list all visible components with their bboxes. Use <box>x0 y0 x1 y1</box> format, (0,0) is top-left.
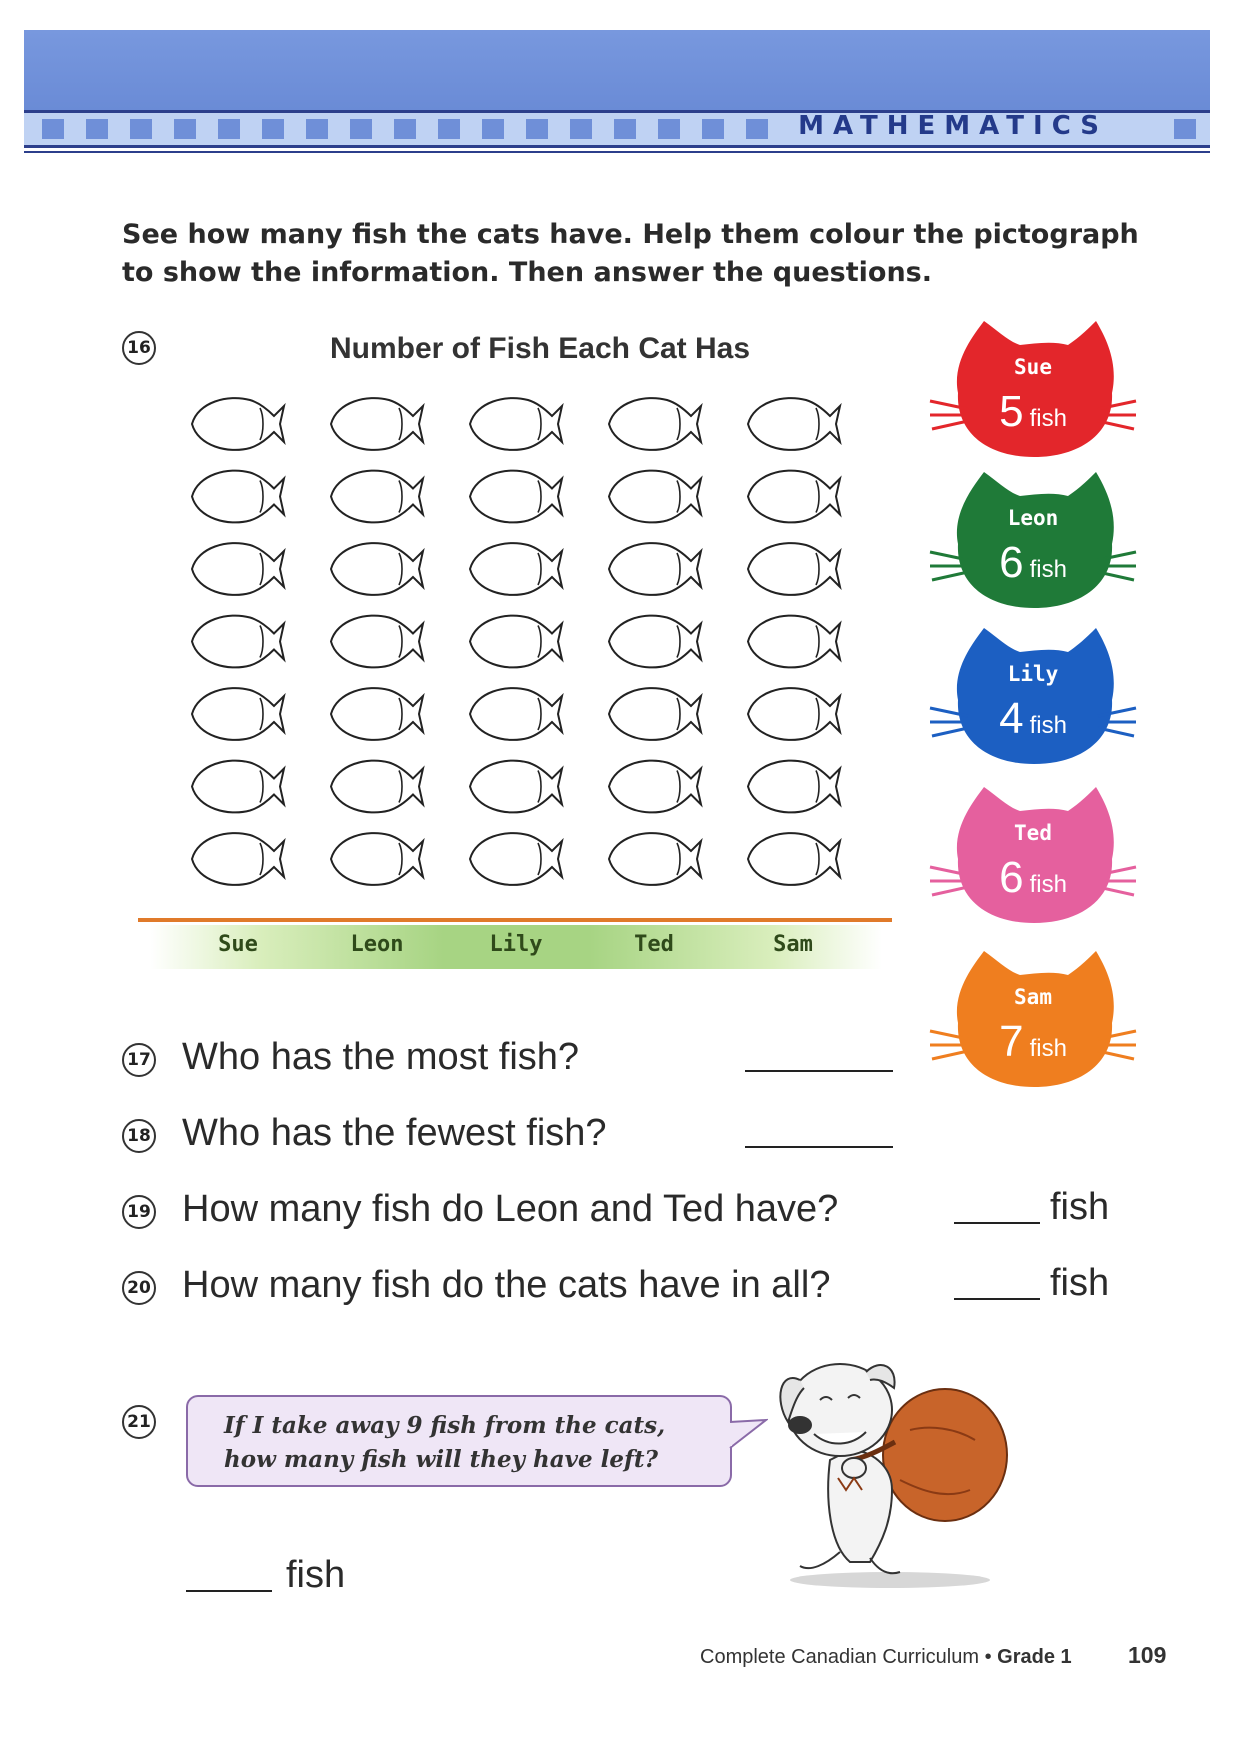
cat-count: 4 fish <box>999 694 1067 743</box>
cat-name: Leon <box>1007 506 1059 530</box>
cat-count: 7 fish <box>999 1017 1067 1066</box>
fish-cell-sue-6[interactable] <box>192 761 284 813</box>
fish-cell-sam-2[interactable] <box>748 471 840 523</box>
header-banner <box>24 30 1210 110</box>
question-20-text: How many fish do the cats have in all? <box>182 1264 831 1306</box>
question-number-21: 21 <box>122 1405 156 1439</box>
fish-cell-ted-6[interactable] <box>609 761 701 813</box>
cat-count: 6 fish <box>999 538 1067 587</box>
fish-cell-leon-7[interactable] <box>331 833 423 885</box>
fish-cell-lily-3[interactable] <box>470 543 562 595</box>
speech-bubble-text: If I take away 9 fish from the cats, how many fish will they have left? <box>224 1412 666 1473</box>
fish-cell-sam-1[interactable] <box>748 398 840 450</box>
fish-cell-sam-4[interactable] <box>748 616 840 668</box>
page-number: 109 <box>1128 1642 1167 1668</box>
fish-cell-sue-5[interactable] <box>192 688 284 740</box>
fish-cell-leon-2[interactable] <box>331 471 423 523</box>
fish-cell-ted-4[interactable] <box>609 616 701 668</box>
cat-name: Lily <box>1007 662 1059 686</box>
fish-cell-sam-7[interactable] <box>748 833 840 885</box>
fish-cell-sue-2[interactable] <box>192 471 284 523</box>
unit-19: fish <box>1050 1186 1110 1228</box>
fish-cell-lily-2[interactable] <box>470 471 562 523</box>
fish-cell-sue-7[interactable] <box>192 833 284 885</box>
question-number-16: 16 <box>122 331 156 365</box>
cat-count: 6 fish <box>999 853 1067 902</box>
fish-cell-leon-1[interactable] <box>331 398 423 450</box>
subject-title: MATHEMATICS <box>786 111 1120 141</box>
speech-bubble <box>186 1395 732 1487</box>
column-label-sue: Sue <box>218 932 258 957</box>
cat-name: Ted <box>1014 821 1052 845</box>
fish-cell-lily-4[interactable] <box>470 616 562 668</box>
fish-cell-sue-1[interactable] <box>192 398 284 450</box>
cat-name: Sue <box>1014 355 1052 379</box>
column-label-lily: Lily <box>489 932 543 957</box>
cat-card-sam <box>928 945 1138 1095</box>
fish-cell-leon-5[interactable] <box>331 688 423 740</box>
instructions: See how many fish the cats have. Help them colour the pictograph to show the information. Then answer the questions. <box>122 219 1139 288</box>
pictograph-title: Number of Fish Each Cat Has <box>329 332 751 365</box>
question-number-19: 19 <box>122 1195 156 1229</box>
fish-cell-sam-5[interactable] <box>748 688 840 740</box>
unit-20: fish <box>1050 1262 1110 1304</box>
cat-card-ted <box>928 781 1138 931</box>
fish-cell-ted-7[interactable] <box>609 833 701 885</box>
fish-cell-ted-2[interactable] <box>609 471 701 523</box>
answer-blank-17[interactable] <box>745 1070 893 1072</box>
header-rule <box>24 151 1210 153</box>
fish-cell-leon-6[interactable] <box>331 761 423 813</box>
fish-cell-sam-3[interactable] <box>748 543 840 595</box>
cat-card-leon <box>928 466 1138 616</box>
answer-blank-19[interactable] <box>954 1222 1040 1224</box>
cat-card-lily <box>928 622 1138 772</box>
fish-cell-lily-1[interactable] <box>470 398 562 450</box>
fish-cell-leon-4[interactable] <box>331 616 423 668</box>
cat-card-sue <box>928 315 1138 465</box>
fish-cell-ted-1[interactable] <box>609 398 701 450</box>
fish-cell-ted-3[interactable] <box>609 543 701 595</box>
question-number-17: 17 <box>122 1043 156 1077</box>
answer-blank-20[interactable] <box>954 1298 1040 1300</box>
speech-bubble-tail <box>728 1418 768 1452</box>
unit-21: fish <box>286 1554 346 1596</box>
fish-cell-leon-3[interactable] <box>331 543 423 595</box>
fish-cell-sue-4[interactable] <box>192 616 284 668</box>
fish-grid[interactable] <box>180 390 860 900</box>
column-label-leon: Leon <box>350 932 404 957</box>
fish-cell-ted-5[interactable] <box>609 688 701 740</box>
answer-blank-18[interactable] <box>745 1146 893 1148</box>
fish-cell-sue-3[interactable] <box>192 543 284 595</box>
question-19-text: How many fish do Leon and Ted have? <box>182 1188 839 1230</box>
fish-cell-sam-6[interactable] <box>748 761 840 813</box>
column-label-sam: Sam <box>773 932 813 957</box>
question-number-18: 18 <box>122 1119 156 1153</box>
answer-blank-21[interactable] <box>186 1590 272 1592</box>
fish-cell-lily-7[interactable] <box>470 833 562 885</box>
question-18-text: Who has the fewest fish? <box>182 1112 607 1154</box>
column-label-ted: Ted <box>634 932 674 957</box>
cat-count: 5 fish <box>999 387 1067 436</box>
pictograph-axis <box>138 918 892 922</box>
fish-cell-lily-5[interactable] <box>470 688 562 740</box>
dog-with-sack-icon <box>770 1330 1020 1590</box>
footer-book-title: Complete Canadian Curriculum • Grade 1 <box>700 1646 1072 1668</box>
header-strip <box>24 110 1210 148</box>
fish-cell-lily-6[interactable] <box>470 761 562 813</box>
question-number-20: 20 <box>122 1271 156 1305</box>
question-17-text: Who has the most fish? <box>182 1036 580 1078</box>
cat-name: Sam <box>1014 985 1052 1009</box>
